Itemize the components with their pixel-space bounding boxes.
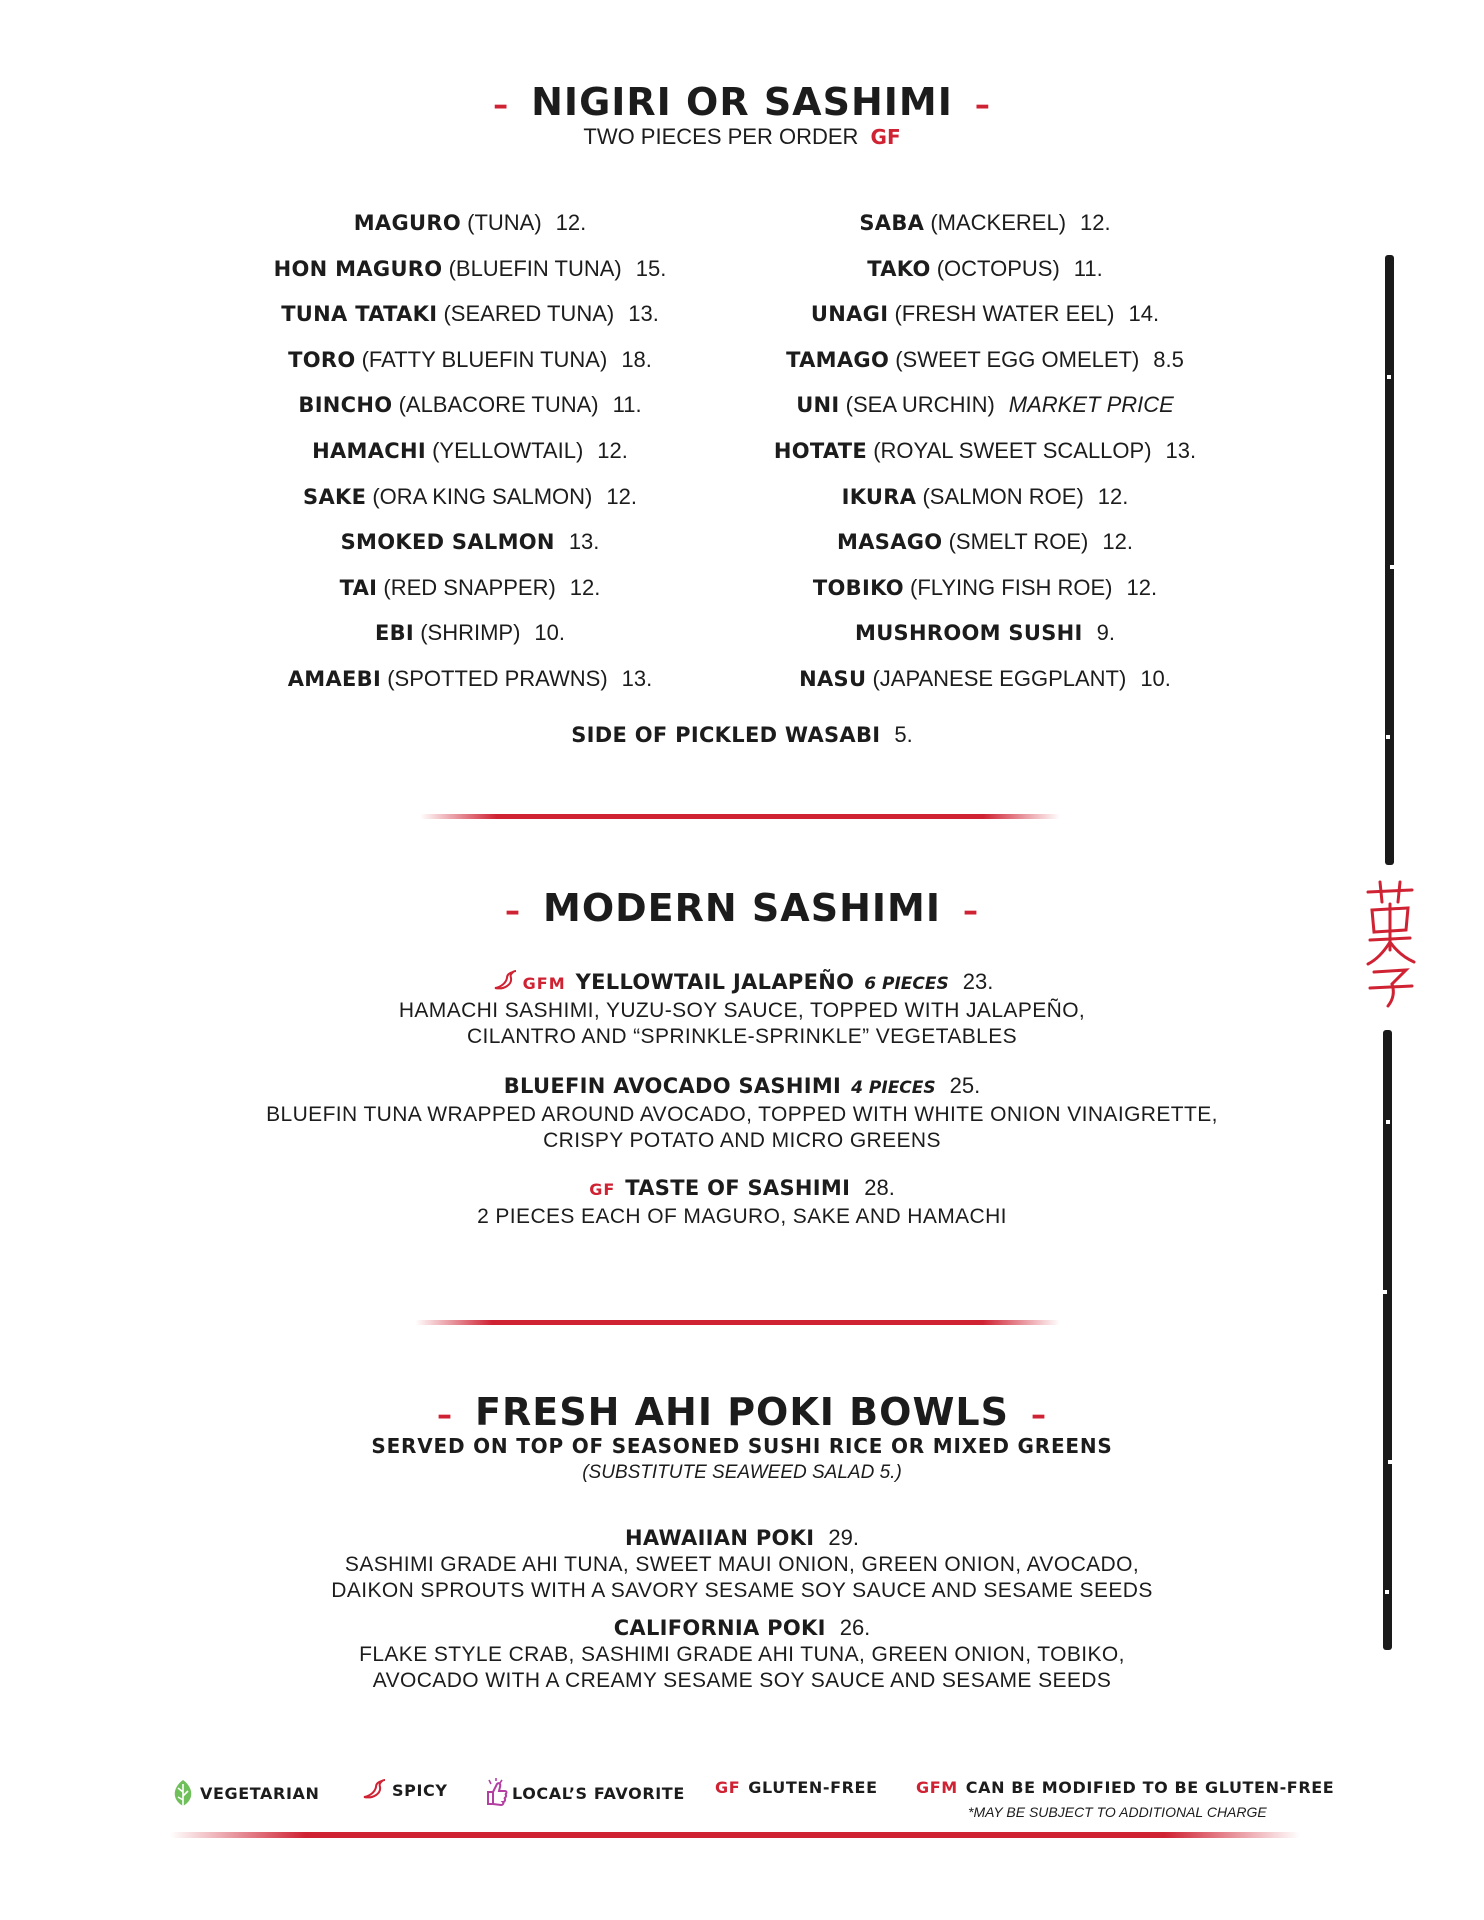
menu-item: NASU (JAPANESE EGGPLANT) 10.	[799, 665, 1171, 691]
menu-item: MUSHROOM SUSHI 9.	[855, 620, 1115, 646]
menu-item: SAKE (ORA KING SALMON) 12.	[303, 483, 637, 509]
vertical-brush-stroke	[1385, 255, 1394, 865]
dish-hawaiian-poki: HAWAIIAN POKI 29. SASHIMI GRADE AHI TUNA, SWEET MAUI ONION, GREEN ONION, AVOCADO, DAIKON SPROUTS WITH A SAVORY SESAME SOY SAUCE AND SESAME SEEDS	[331, 1525, 1153, 1602]
menu-item: UNI (SEA URCHIN) MARKET PRICE	[796, 392, 1174, 418]
menu-item: TAI (RED SNAPPER) 12.	[339, 574, 601, 600]
nigiri-title: – NIGIRI OR SASHIMI –	[493, 80, 991, 124]
legend-vegetarian: VEGETARIAN	[170, 1778, 319, 1808]
menu-item: TAMAGO (SWEET EGG OMELET) 8.5	[786, 346, 1184, 372]
side-item-wasabi: SIDE OF PICKLED WASABI 5.	[571, 722, 913, 747]
menu-item: SMOKED SALMON 13.	[340, 529, 600, 555]
legend-locals-favorite: LOCAL’S FAVORITE	[484, 1778, 685, 1808]
dish-california-poki: CALIFORNIA POKI 26. FLAKE STYLE CRAB, SASHIMI GRADE AHI TUNA, GREEN ONION, TOBIKO, AVOCADO WITH A CREAMY SESAME SOY SAUCE AND SESAME SEEDS	[359, 1615, 1125, 1692]
menu-item: TUNA TATAKI (SEARED TUNA) 13.	[281, 301, 659, 327]
brush-divider	[420, 814, 1060, 819]
legend-gluten-free: GF GLUTEN-FREE	[715, 1778, 878, 1797]
menu-item: AMAEBI (SPOTTED PRAWNS) 13.	[287, 665, 653, 691]
menu-item: UNAGI (FRESH WATER EEL) 14.	[810, 301, 1160, 327]
menu-item: MASAGO (SMELT ROE) 12.	[837, 529, 1133, 555]
menu-item: HON MAGURO (BLUEFIN TUNA) 15.	[273, 255, 667, 281]
legend-spicy: SPICY	[360, 1778, 448, 1802]
menu-item: BINCHO (ALBACORE TUNA) 11.	[298, 392, 642, 418]
title-dash-right: –	[1030, 1398, 1047, 1433]
poki-note: (SUBSTITUTE SEAWEED SALAD 5.)	[582, 1462, 902, 1483]
chili-pepper-icon	[491, 970, 519, 992]
menu-item: TAKO (OCTOPUS) 11.	[867, 255, 1103, 281]
thumbs-up-icon	[484, 1778, 508, 1808]
poki-title: – FRESH AHI POKI BOWLS –	[437, 1390, 1047, 1434]
title-dash-left: –	[505, 894, 522, 929]
menu-item: EBI (SHRIMP) 10.	[374, 620, 565, 646]
nigiri-right-column	[705, 200, 1265, 702]
poki-subtitle: SERVED ON TOP OF SEASONED SUSHI RICE OR MIXED GREENS	[371, 1434, 1113, 1458]
dish-bluefin-avocado: BLUEFIN AVOCADO SASHIMI 4 PIECES 25. BLUEFIN TUNA WRAPPED AROUND AVOCADO, TOPPED WITH WHITE ONION VINAIGRETTE, CRISPY POTATO AND MICRO GREENS	[266, 1073, 1218, 1152]
brush-divider	[415, 1320, 1060, 1325]
menu-item: IKURA (SALMON ROE) 12.	[841, 483, 1129, 509]
nigiri-left-column	[190, 200, 750, 702]
menu-item: HAMACHI (YELLOWTAIL) 12.	[312, 437, 628, 463]
gf-tag: GF	[870, 125, 901, 149]
modern-title: – MODERN SASHIMI –	[505, 886, 979, 930]
title-dash-left: –	[493, 88, 510, 123]
restaurant-logo	[1360, 880, 1420, 1010]
nigiri-subtitle: TWO PIECES PER ORDER GF	[583, 124, 901, 149]
menu-item: TOBIKO (FLYING FISH ROE) 12.	[812, 574, 1158, 600]
menu-item: SABA (MACKEREL) 12.	[859, 210, 1111, 235]
vertical-brush-stroke	[1383, 1030, 1392, 1650]
legend-gluten-free-modifiable: GFM CAN BE MODIFIED TO BE GLUTEN-FREE	[916, 1778, 1335, 1797]
menu-item: MAGURO (TUNA) 12.	[353, 210, 587, 235]
menu-item: HOTATE (ROYAL SWEET SCALLOP) 13.	[773, 437, 1197, 463]
legend-charge-note: *MAY BE SUBJECT TO ADDITIONAL CHARGE	[968, 1804, 1267, 1820]
title-dash-left: –	[437, 1398, 454, 1433]
title-dash-right: –	[962, 894, 979, 929]
title-dash-right: –	[974, 88, 991, 123]
chili-pepper-icon	[360, 1778, 388, 1802]
leaf-icon	[170, 1778, 196, 1808]
dish-taste-of-sashimi: GF TASTE OF SASHIMI 28. 2 PIECES EACH OF MAGURO, SAKE AND HAMACHI	[477, 1175, 1007, 1228]
dish-yellowtail-jalapeno: GFM YELLOWTAIL JALAPEÑO 6 PIECES 23. HAMACHI SASHIMI, YUZU-SOY SAUCE, TOPPED WITH JALAPEÑO, CILANTRO AND “SPRINKLE-SPRINKLE” VEGETABLES	[398, 969, 1086, 1048]
brush-divider-bottom	[170, 1832, 1300, 1838]
menu-item: TORO (FATTY BLUEFIN TUNA) 18.	[288, 346, 652, 372]
